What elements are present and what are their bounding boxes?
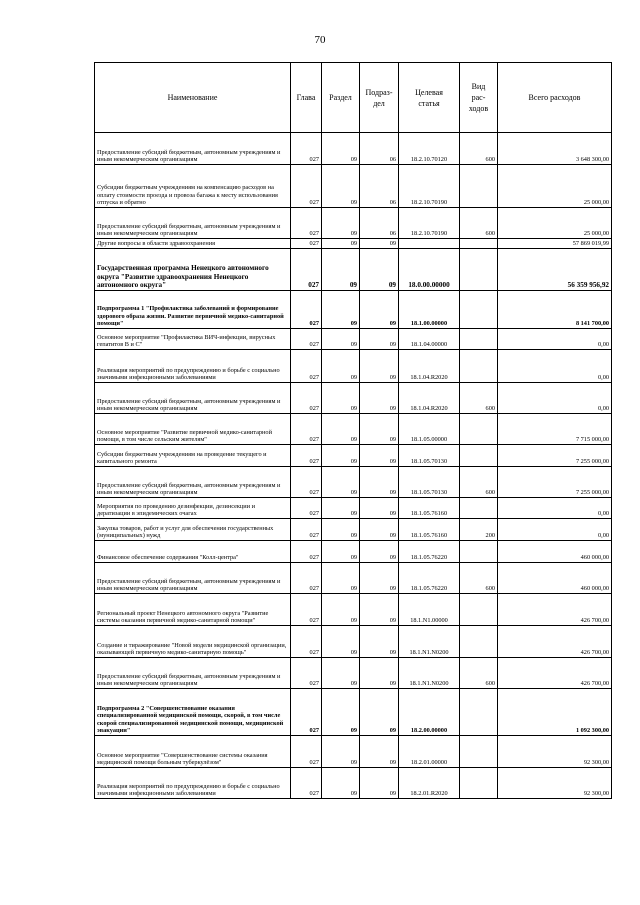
cell-subsection: 09 — [360, 626, 399, 658]
cell-name: Государственная программа Ненецкого автономного округа "Развитие здравоохранения Ненецкого автономного округа" — [95, 249, 291, 291]
cell-expense-type: 600 — [460, 563, 498, 594]
table-row — [95, 658, 612, 689]
cell-section: 09 — [322, 498, 360, 519]
cell-total: 460 000,00 — [498, 541, 612, 563]
cell-chapter: 027 — [291, 626, 322, 658]
cell-article: 18.1.05.70130 — [399, 445, 460, 467]
cell-total: 7 255 000,00 — [498, 467, 612, 498]
cell-subsection: 09 — [360, 498, 399, 519]
cell-article: 18.1.05.00000 — [399, 414, 460, 445]
cell-name: Финансовое обеспечение содержания "Колл-центра" — [95, 541, 291, 563]
table-header-row — [95, 63, 612, 133]
cell-subsection: 09 — [360, 658, 399, 689]
cell-expense-type: 600 — [460, 658, 498, 689]
cell-expense-type — [460, 689, 498, 736]
cell-subsection: 09 — [360, 736, 399, 768]
cell-chapter: 027 — [291, 133, 322, 165]
cell-chapter: 027 — [291, 689, 322, 736]
cell-subsection: 09 — [360, 445, 399, 467]
table-row — [95, 563, 612, 594]
cell-article: 18.2.10.70120 — [399, 133, 460, 165]
cell-expense-type — [460, 445, 498, 467]
cell-total: 426 700,00 — [498, 626, 612, 658]
cell-name: Подпрограмма 1 "Профилактика заболеваний и формирование здорового образа жизни. Развитие первичной медико-санитарной помощи" — [95, 291, 291, 329]
cell-section: 09 — [322, 383, 360, 414]
cell-expense-type — [460, 239, 498, 249]
cell-name: Создание и тиражирование "Новой модели медицинской организации, оказывающей первичную медико-санитарную помощь" — [95, 626, 291, 658]
cell-name: Региональный проект Ненецкого автономного округа "Развитие системы оказания первичной медико-санитарной помощи" — [95, 594, 291, 626]
cell-total: 8 141 700,00 — [498, 291, 612, 329]
cell-subsection: 06 — [360, 208, 399, 239]
cell-chapter: 027 — [291, 594, 322, 626]
table-row — [95, 249, 612, 291]
cell-total: 7 255 000,00 — [498, 445, 612, 467]
cell-article: 18.1.05.76220 — [399, 563, 460, 594]
cell-chapter: 027 — [291, 291, 322, 329]
cell-name: Субсидии бюджетным учреждениям на проведение текущего и капитального ремонта — [95, 445, 291, 467]
table-row — [95, 736, 612, 768]
cell-name: Предоставление субсидий бюджетным, автономным учреждениям и иным некоммерческим организациям — [95, 383, 291, 414]
cell-total: 7 715 000,00 — [498, 414, 612, 445]
cell-section: 09 — [322, 414, 360, 445]
cell-subsection: 09 — [360, 541, 399, 563]
table-row — [95, 689, 612, 736]
cell-name: Реализация мероприятий по предупреждению и борьбе с социально значимыми инфекционными заболеваниями — [95, 768, 291, 799]
table-row — [95, 541, 612, 563]
cell-total: 0,00 — [498, 383, 612, 414]
table-row — [95, 445, 612, 467]
cell-total: 0,00 — [498, 519, 612, 541]
cell-subsection: 09 — [360, 249, 399, 291]
cell-subsection: 09 — [360, 239, 399, 249]
cell-name: Предоставление субсидий бюджетным, автономным учреждениям и иным некоммерческим организациям — [95, 133, 291, 165]
cell-expense-type — [460, 165, 498, 208]
cell-total: 25 000,00 — [498, 208, 612, 239]
cell-article: 18.2.01.00000 — [399, 736, 460, 768]
cell-subsection: 09 — [360, 467, 399, 498]
cell-total: 92 300,00 — [498, 768, 612, 799]
cell-subsection: 09 — [360, 383, 399, 414]
cell-subsection: 09 — [360, 414, 399, 445]
table-row — [95, 519, 612, 541]
cell-article: 18.1.04.R2020 — [399, 383, 460, 414]
cell-article: 18.1.00.00000 — [399, 291, 460, 329]
cell-name: Основное мероприятие "Профилактика ВИЧ-инфекции, вирусных гепатитов В и С" — [95, 329, 291, 350]
cell-section: 09 — [322, 445, 360, 467]
cell-section: 09 — [322, 626, 360, 658]
cell-chapter: 027 — [291, 498, 322, 519]
cell-article: 18.1.05.76220 — [399, 541, 460, 563]
cell-name: Подпрограмма 2 "Совершенствование оказания специализированной медицинской помощи, скорой, в том числе скорой специализированной медицинской помощи, медицинской эвакуации" — [95, 689, 291, 736]
cell-article: 18.1.N1.00000 — [399, 594, 460, 626]
cell-section: 09 — [322, 208, 360, 239]
cell-total: 426 700,00 — [498, 594, 612, 626]
table-row — [95, 208, 612, 239]
cell-expense-type — [460, 626, 498, 658]
cell-section: 09 — [322, 329, 360, 350]
cell-chapter: 027 — [291, 329, 322, 350]
cell-section: 09 — [322, 350, 360, 383]
cell-section: 09 — [322, 239, 360, 249]
cell-total: 25 000,00 — [498, 165, 612, 208]
cell-total: 1 092 300,00 — [498, 689, 612, 736]
table-body — [95, 133, 612, 799]
cell-subsection: 09 — [360, 768, 399, 799]
cell-name: Предоставление субсидий бюджетным, автономным учреждениям и иным некоммерческим организациям — [95, 208, 291, 239]
table-row — [95, 414, 612, 445]
cell-expense-type — [460, 329, 498, 350]
cell-name: Основное мероприятие "Развитие первичной медико-санитарной помощи, в том числе сельским жителям" — [95, 414, 291, 445]
cell-article: 18.2.01.R2020 — [399, 768, 460, 799]
cell-chapter: 027 — [291, 467, 322, 498]
cell-subsection: 09 — [360, 594, 399, 626]
cell-article: 18.1.04.00000 — [399, 329, 460, 350]
header-total: Всего расходов — [498, 63, 612, 133]
table-row — [95, 329, 612, 350]
table-row — [95, 768, 612, 799]
cell-article: 18.1.N1.N0200 — [399, 658, 460, 689]
cell-name: Другие вопросы в области здравоохранения — [95, 239, 291, 249]
cell-subsection: 09 — [360, 329, 399, 350]
cell-article: 18.1.05.70130 — [399, 467, 460, 498]
cell-name: Предоставление субсидий бюджетным, автономным учреждениям и иным некоммерческим организациям — [95, 467, 291, 498]
cell-section: 09 — [322, 165, 360, 208]
table-row — [95, 291, 612, 329]
cell-subsection: 06 — [360, 133, 399, 165]
cell-expense-type: 600 — [460, 467, 498, 498]
header-section: Раздел — [322, 63, 360, 133]
cell-chapter: 027 — [291, 414, 322, 445]
cell-article: 18.2.10.70190 — [399, 208, 460, 239]
cell-article: 18.1.05.76160 — [399, 498, 460, 519]
cell-article: 18.1.N1.N0200 — [399, 626, 460, 658]
cell-article: 18.2.10.70190 — [399, 165, 460, 208]
cell-section: 09 — [322, 658, 360, 689]
cell-expense-type — [460, 249, 498, 291]
cell-name: Основное мероприятие "Совершенствование системы оказания медицинской помощи больным туберкулёзом" — [95, 736, 291, 768]
table-row — [95, 133, 612, 165]
cell-expense-type — [460, 291, 498, 329]
cell-chapter: 027 — [291, 165, 322, 208]
cell-total: 460 000,00 — [498, 563, 612, 594]
table-row — [95, 594, 612, 626]
cell-section: 09 — [322, 291, 360, 329]
cell-section: 09 — [322, 768, 360, 799]
cell-total: 57 869 019,99 — [498, 239, 612, 249]
cell-section: 09 — [322, 563, 360, 594]
header-name: Наименование — [95, 63, 291, 133]
cell-chapter: 027 — [291, 563, 322, 594]
cell-chapter: 027 — [291, 350, 322, 383]
cell-expense-type — [460, 498, 498, 519]
header-chapter: Глава — [291, 63, 322, 133]
cell-section: 09 — [322, 594, 360, 626]
header-article: Целевая статья — [399, 63, 460, 133]
cell-total: 0,00 — [498, 350, 612, 383]
cell-name: Мероприятия по проведению дезинфекции, дезинсекции и дератизации в эпидемических очагах — [95, 498, 291, 519]
table-row — [95, 626, 612, 658]
table-row — [95, 383, 612, 414]
cell-total: 56 359 956,92 — [498, 249, 612, 291]
cell-subsection: 06 — [360, 165, 399, 208]
cell-expense-type: 600 — [460, 133, 498, 165]
cell-chapter: 027 — [291, 249, 322, 291]
cell-expense-type — [460, 736, 498, 768]
cell-expense-type — [460, 541, 498, 563]
cell-article: 18.1.05.76160 — [399, 519, 460, 541]
cell-expense-type: 200 — [460, 519, 498, 541]
cell-section: 09 — [322, 736, 360, 768]
cell-total: 92 300,00 — [498, 736, 612, 768]
cell-article — [399, 239, 460, 249]
table-row — [95, 350, 612, 383]
cell-total: 0,00 — [498, 498, 612, 519]
cell-section: 09 — [322, 689, 360, 736]
table-row — [95, 239, 612, 249]
cell-name: Предоставление субсидий бюджетным, автономным учреждениям и иным некоммерческим организациям — [95, 563, 291, 594]
cell-name: Предоставление субсидий бюджетным, автономным учреждениям и иным некоммерческим организациям — [95, 658, 291, 689]
header-expense-type: Вид рас- ходов — [460, 63, 498, 133]
cell-article: 18.0.00.00000 — [399, 249, 460, 291]
cell-chapter: 027 — [291, 541, 322, 563]
cell-chapter: 027 — [291, 768, 322, 799]
cell-subsection: 09 — [360, 689, 399, 736]
table-row — [95, 498, 612, 519]
cell-total: 3 648 300,00 — [498, 133, 612, 165]
cell-expense-type — [460, 414, 498, 445]
cell-section: 09 — [322, 249, 360, 291]
cell-article: 18.2.00.00000 — [399, 689, 460, 736]
cell-total: 0,00 — [498, 329, 612, 350]
cell-name: Реализация мероприятий по предупреждению и борьбе с социально значимыми инфекционными заболеваниями — [95, 350, 291, 383]
cell-expense-type — [460, 594, 498, 626]
cell-section: 09 — [322, 519, 360, 541]
cell-subsection: 09 — [360, 350, 399, 383]
cell-expense-type: 600 — [460, 383, 498, 414]
cell-chapter: 027 — [291, 519, 322, 541]
header-subsection: Подраз- дел — [360, 63, 399, 133]
cell-subsection: 09 — [360, 563, 399, 594]
cell-chapter: 027 — [291, 383, 322, 414]
cell-name: Закупка товаров, работ и услуг для обеспечения государственных (муниципальных) нужд — [95, 519, 291, 541]
budget-table — [94, 62, 612, 799]
cell-article: 18.1.04.R2020 — [399, 350, 460, 383]
cell-name: Субсидии бюджетным учреждениям на компенсацию расходов на оплату стоимости проезда и провоза багажа к месту использования отпуска и обратно — [95, 165, 291, 208]
cell-section: 09 — [322, 541, 360, 563]
cell-chapter: 027 — [291, 239, 322, 249]
cell-expense-type — [460, 768, 498, 799]
cell-expense-type: 600 — [460, 208, 498, 239]
cell-total: 426 700,00 — [498, 658, 612, 689]
cell-chapter: 027 — [291, 736, 322, 768]
cell-expense-type — [460, 350, 498, 383]
cell-chapter: 027 — [291, 208, 322, 239]
cell-chapter: 027 — [291, 445, 322, 467]
cell-chapter: 027 — [291, 658, 322, 689]
cell-subsection: 09 — [360, 291, 399, 329]
table-row — [95, 467, 612, 498]
table-row — [95, 165, 612, 208]
page-number: 70 — [314, 34, 326, 46]
cell-section: 09 — [322, 467, 360, 498]
cell-section: 09 — [322, 133, 360, 165]
cell-subsection: 09 — [360, 519, 399, 541]
